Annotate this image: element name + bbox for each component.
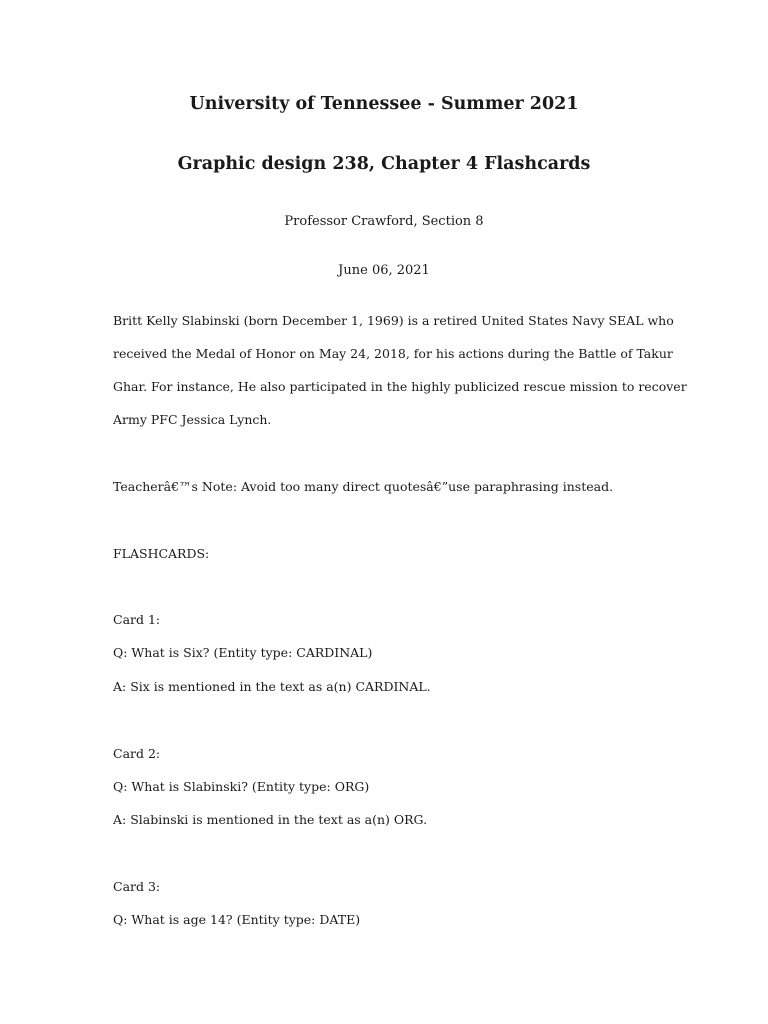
- teacher-note: Teacherâ€™s Note: Avoid too many direct quotesâ€”use paraphrasing instead.: [113, 479, 614, 494]
- card-question: Q: What is age 14? (Entity type: DATE): [113, 912, 361, 927]
- card-label: Card 3:: [113, 879, 161, 894]
- paragraph-line: Ghar. For instance, He also participated in the highly publicized rescue mission to recover: [113, 379, 687, 394]
- card-answer: A: Six is mentioned in the text as a(n) CARDINAL.: [113, 679, 431, 694]
- card-question: Q: What is Slabinski? (Entity type: ORG): [113, 779, 370, 794]
- course-title: Graphic design 238, Chapter 4 Flashcards: [177, 154, 591, 174]
- paragraph-line: received the Medal of Honor on May 24, 2018, for his actions during the Battle of Takur: [113, 346, 673, 361]
- university-heading: University of Tennessee - Summer 2021: [189, 94, 579, 114]
- card-question: Q: What is Six? (Entity type: CARDINAL): [113, 645, 373, 660]
- flashcards-heading: FLASHCARDS:: [113, 546, 210, 561]
- paragraph-line: Army PFC Jessica Lynch.: [113, 412, 272, 427]
- date-line: June 06, 2021: [338, 263, 430, 278]
- card-label: Card 2:: [113, 746, 161, 761]
- card-answer: A: Slabinski is mentioned in the text as a(n) ORG.: [113, 812, 428, 827]
- paragraph-line: Britt Kelly Slabinski (born December 1, 1969) is a retired United States Navy SEAL who: [113, 313, 674, 328]
- professor-line: Professor Crawford, Section 8: [284, 214, 484, 229]
- card-label: Card 1:: [113, 612, 161, 627]
